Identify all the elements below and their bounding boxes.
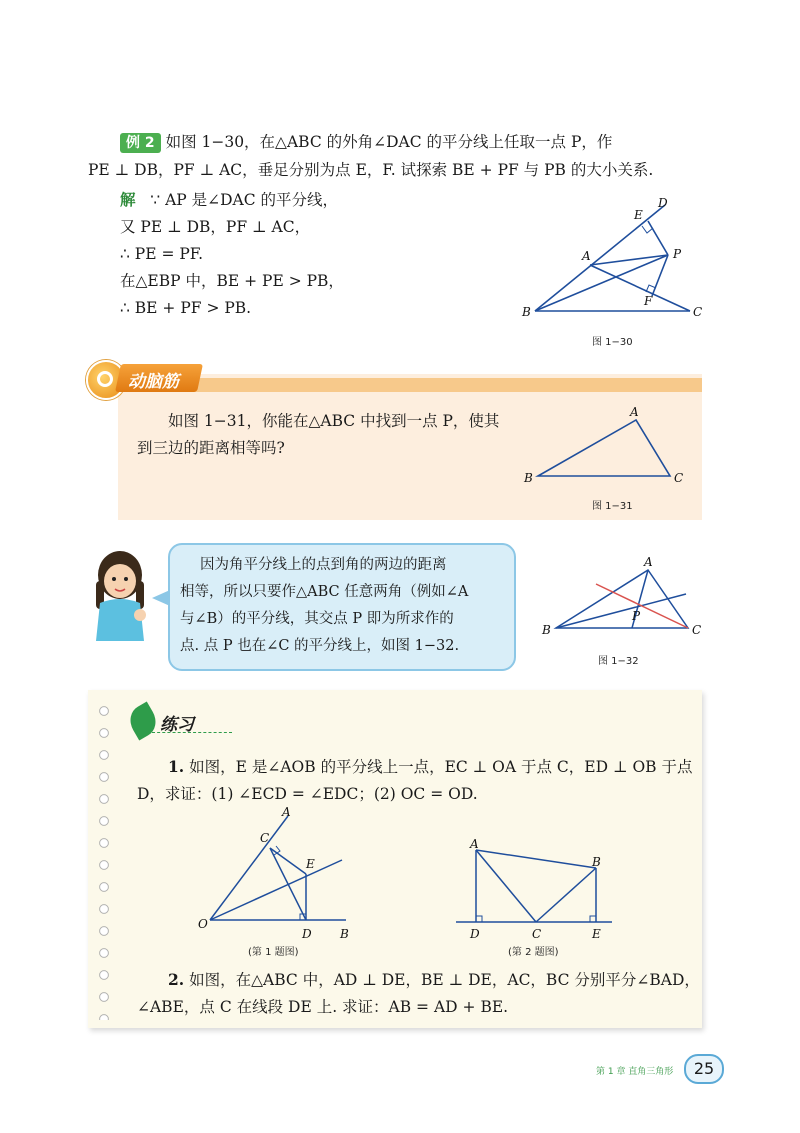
think-band bbox=[118, 378, 702, 392]
label-e: E bbox=[634, 208, 643, 222]
label-c: C bbox=[532, 927, 542, 941]
label-f: F bbox=[644, 294, 653, 308]
example-line-2: PE ⊥ DB，PF ⊥ AC，垂足分别为点 E，F. 试探索 BE + PF 与 PB 的大小关系. bbox=[88, 161, 654, 179]
think-title: 动脑筋 bbox=[128, 372, 179, 392]
label-c: C bbox=[692, 623, 702, 637]
girl-illustration bbox=[82, 545, 162, 645]
example-badge: 例 2 bbox=[120, 133, 161, 153]
line-ab bbox=[476, 850, 596, 868]
line-ce bbox=[270, 848, 306, 874]
q2-text-1: 如图，在△ABC 中，AD ⊥ DE，BE ⊥ DE，AC，BC 分别平分∠BAD， bbox=[189, 971, 700, 989]
q2-line-2: ∠ABE，点 C 在线段 DE 上. 求证：AB = AD + BE. bbox=[137, 998, 509, 1016]
solution-line-5: ∴ BE + PF > PB. bbox=[120, 299, 252, 317]
figure-1-30 bbox=[510, 195, 720, 325]
q1-text-1: 如图，E 是∠AOB 的平分线上一点，EC ⊥ OA 于点 C，ED ⊥ OB 于点 bbox=[189, 758, 693, 776]
think-line-1: 如图 1−31，你能在△ABC 中找到一点 P，使其 bbox=[168, 412, 500, 430]
bubble-line-1: 因为角平分线上的点到角的两边的距离 bbox=[200, 557, 447, 573]
figure-1-32-caption: 图 1−32 bbox=[598, 656, 639, 667]
label-p: P bbox=[632, 609, 641, 623]
ray-oa bbox=[210, 816, 288, 920]
label-d: D bbox=[302, 927, 312, 941]
label-b: B bbox=[592, 855, 601, 869]
label-a: A bbox=[282, 805, 291, 819]
figure-1-32 bbox=[540, 552, 720, 642]
label-o: O bbox=[198, 917, 208, 931]
label-b: B bbox=[524, 471, 533, 485]
label-b: B bbox=[542, 623, 551, 637]
figure-q1 bbox=[196, 804, 366, 944]
solution-label: 解 bbox=[120, 190, 136, 209]
solution-line-2: 又 PE ⊥ DB，PF ⊥ AC， bbox=[120, 218, 311, 236]
think-line-2: 到三边的距离相等吗? bbox=[137, 439, 285, 457]
label-a: A bbox=[630, 405, 639, 419]
page-number-badge bbox=[684, 1054, 724, 1084]
exercise-title: 练习 bbox=[160, 715, 194, 735]
q1-number: 1. bbox=[168, 757, 185, 776]
page-number: 25 bbox=[693, 1059, 715, 1078]
q2-number: 2. bbox=[168, 970, 185, 989]
label-d: D bbox=[658, 196, 668, 210]
chapter-label: 第 1 章 直角三角形 bbox=[596, 1067, 674, 1077]
solution-text-1: ∵ AP 是∠DAC 的平分线， bbox=[150, 191, 339, 209]
label-a: A bbox=[582, 249, 591, 263]
label-c: C bbox=[693, 305, 703, 319]
solution-line-4: 在△EBP 中，BE + PE > PB， bbox=[120, 272, 344, 290]
label-c: C bbox=[260, 831, 270, 845]
figure-1-30-caption: 图 1−30 bbox=[592, 337, 633, 348]
label-c: C bbox=[674, 471, 684, 485]
figure-1-31 bbox=[518, 402, 698, 492]
figure-q2 bbox=[456, 836, 616, 946]
q2-line-1 bbox=[168, 968, 700, 992]
label-e: E bbox=[306, 857, 315, 871]
label-d: D bbox=[470, 927, 480, 941]
q1-line-2: D，求证：(1) ∠ECD = ∠EDC；(2) OC = OD. bbox=[137, 785, 478, 803]
figure-1-31-caption: 图 1−31 bbox=[592, 501, 633, 512]
label-b: B bbox=[340, 927, 349, 941]
solution-line-3: ∴ PE = PF. bbox=[120, 245, 204, 263]
bubble-line-4: 点. 点 P 也在∠C 的平分线上，如图 1−32. bbox=[180, 638, 460, 654]
title-underline bbox=[152, 732, 232, 733]
figure-q1-caption: (第 1 题图) bbox=[248, 947, 299, 958]
label-b: B bbox=[522, 305, 531, 319]
line-bc bbox=[536, 868, 596, 922]
label-a: A bbox=[470, 837, 479, 851]
q1-line-1 bbox=[168, 755, 693, 779]
line-cd bbox=[270, 848, 306, 920]
solution-line-1 bbox=[120, 188, 338, 212]
line-ac bbox=[476, 850, 536, 922]
figure-q2-caption: (第 2 题图) bbox=[508, 947, 559, 958]
label-a: A bbox=[644, 555, 653, 569]
line-ac bbox=[590, 265, 690, 311]
bubble-line-2: 相等，所以只要作△ABC 任意两角（例如∠A bbox=[180, 584, 469, 600]
example-text-1: 如图 1−30，在△ABC 的外角∠DAC 的平分线上任取一点 P，作 bbox=[165, 133, 613, 151]
bubble-line-3: 与∠B）的平分线，其交点 P 即为所求作的 bbox=[180, 611, 454, 627]
label-p: P bbox=[673, 247, 682, 261]
bisector bbox=[210, 860, 342, 920]
example-line-1 bbox=[120, 130, 612, 154]
bubble-tail bbox=[152, 590, 170, 606]
binder-rings-icon bbox=[98, 700, 110, 1020]
label-e: E bbox=[592, 927, 601, 941]
line-pe bbox=[648, 221, 668, 255]
